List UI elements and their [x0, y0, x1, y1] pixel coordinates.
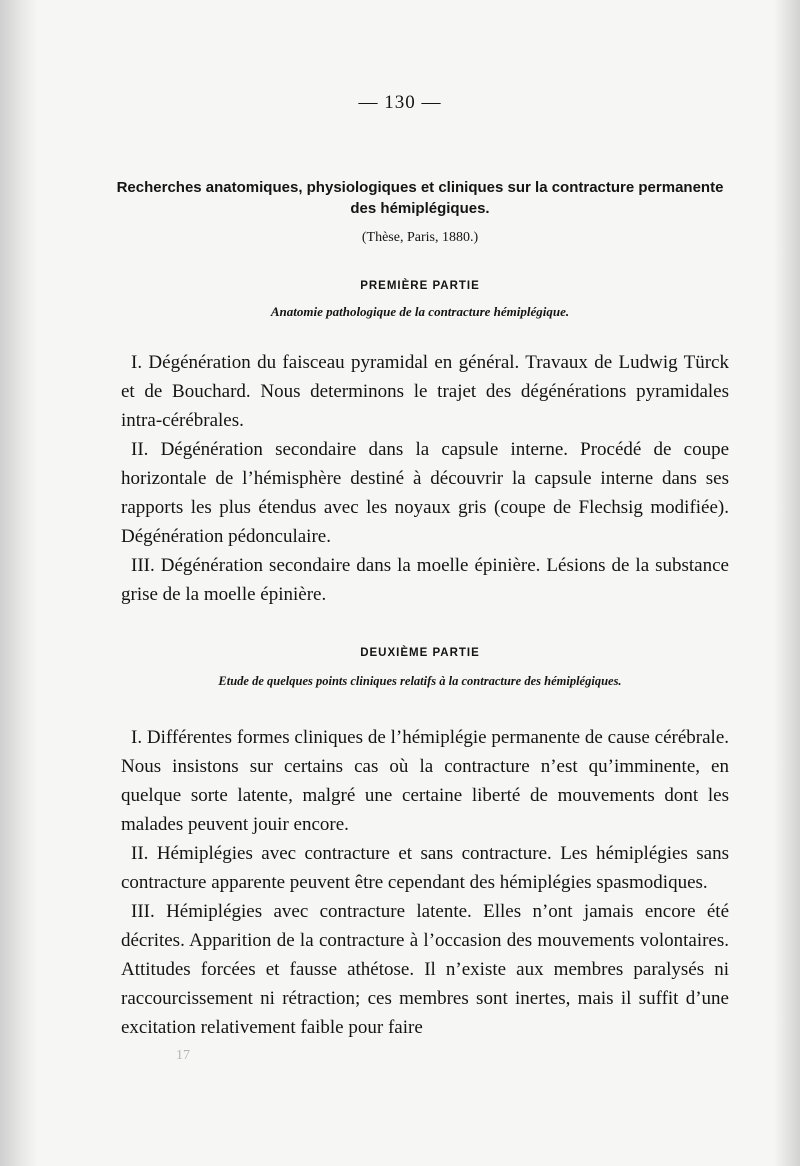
- part-one-body: [121, 348, 729, 609]
- part-two-body: [121, 723, 729, 1042]
- signature-mark: 17: [176, 1048, 190, 1063]
- thesis-reference: (Thèse, Paris, 1880.): [361, 230, 479, 245]
- part-two-paragraph-1: I. Différentes formes cliniques de l’hémiplégie permanente de cause cérébrale. Nous insistons sur certains cas où la contracture n’est qu’imminente, en quelque sorte latente, malgré une certaine liberté de mouvements dont les malades peuvent jouir encore.: [121, 727, 729, 835]
- part-one-paragraph-3: III. Dégénération secondaire dans la moelle épinière. Lésions de la substance grise de la moelle épinière.: [121, 555, 729, 605]
- part-one-label: PREMIÈRE PARTIE: [360, 280, 480, 292]
- part-two-label: DEUXIÈME PARTIE: [360, 647, 480, 659]
- part-two-subtitle: Etude de quelques points cliniques relatifs à la contracture des hémiplégiques.: [218, 674, 622, 688]
- part-one-subtitle: Anatomie pathologique de la contracture hémiplégique.: [270, 304, 570, 319]
- part-two-paragraph-2: II. Hémiplégies avec contracture et sans contracture. Les hémiplégies sans contracture apparente peuvent être cependant des hémiplégies spasmodiques.: [121, 843, 729, 893]
- part-one-paragraph-2: II. Dégénération secondaire dans la capsule interne. Procédé de coupe horizontale de l’hémisphère destiné à découvrir la capsule interne dans ses rapports les plus étendus avec les noyaux gris (coupe de Flechsig modifiée). Dégénération pédonculaire.: [121, 439, 729, 547]
- part-one-paragraph-1: I. Dégénération du faisceau pyramidal en général. Travaux de Ludwig Türck et de Bouchard. Nous determinons le trajet des dégénérations pyramidales intra-cérébrales.: [121, 352, 729, 431]
- document-title: Recherches anatomiques, physiologiques et cliniques sur la contracture permanente des hémiplégiques.: [116, 179, 724, 217]
- page-number: — 130 —: [358, 92, 442, 113]
- part-two-paragraph-3: III. Hémiplégies avec contracture latente. Elles n’ont jamais encore été décrites. Apparition de la contracture à l’occasion des mouvements volontaires. Attitudes forcées et fausse athétose. Il n’existe aux membres paralysés ni raccourcissement ni rétraction; ces membres sont inertes, mais il suffit d’une excitation relativement faible pour faire: [121, 901, 729, 1038]
